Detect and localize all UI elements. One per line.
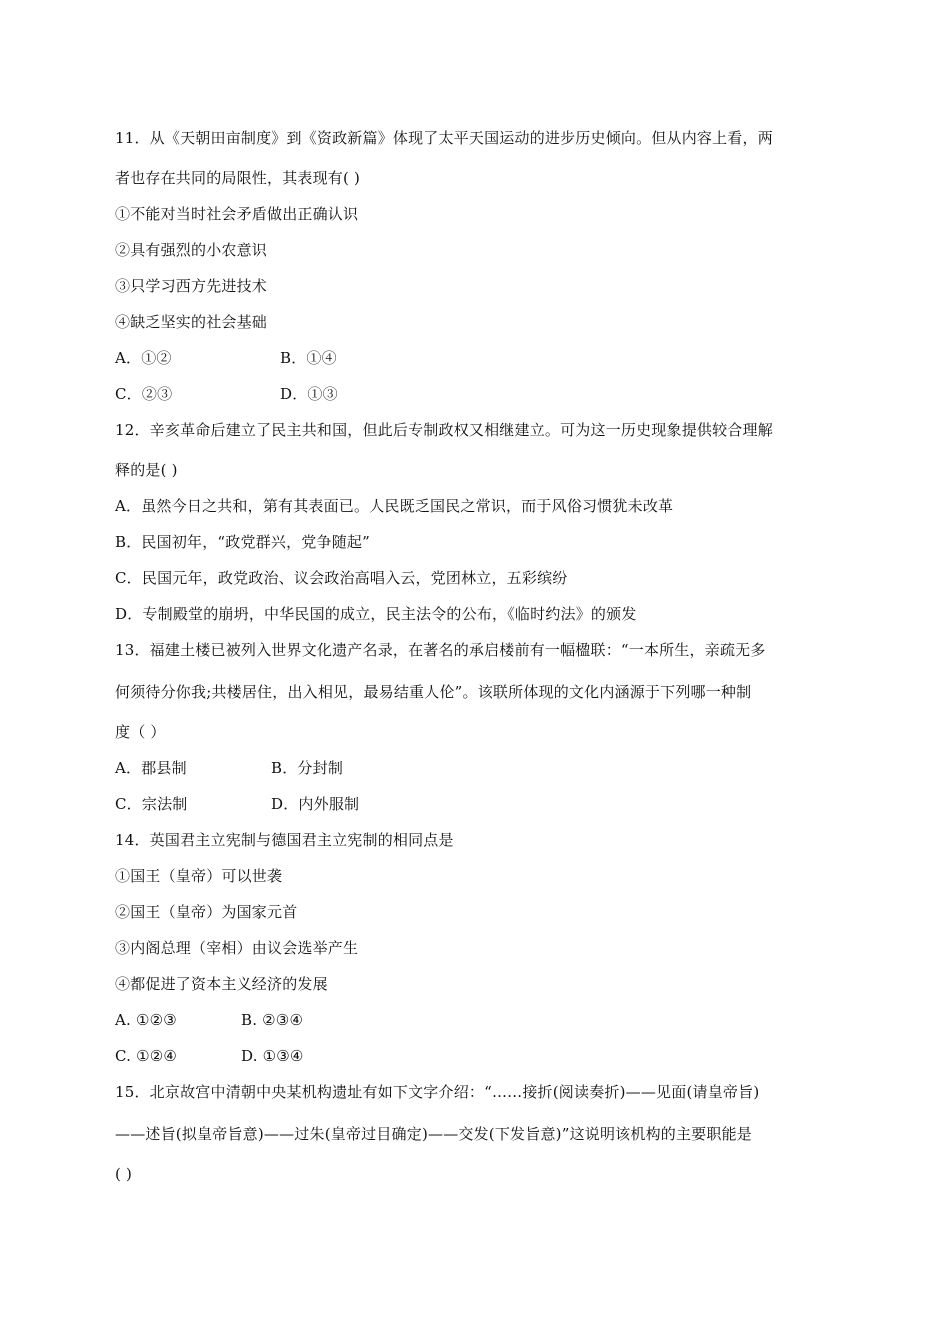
q14-option-b[interactable]: B. ②③④	[241, 1011, 304, 1029]
q13-option-c[interactable]: C．宗法制	[115, 795, 188, 813]
q14-option-c[interactable]: C. ①②④	[115, 1047, 178, 1065]
q13-options-row-1	[115, 758, 344, 778]
q11-item-2: ②具有强烈的小农意识	[115, 241, 268, 259]
q14-item-3: ③内阁总理（宰相）由议会选举产生	[115, 939, 359, 957]
q14-item-4: ④都促进了资本主义经济的发展	[115, 975, 328, 993]
q12-stem-line-1: 12．辛亥革命后建立了民主共和国，但此后专制政权又相继建立。可为这一历史现象提供较合理解	[115, 421, 773, 439]
q13-option-a[interactable]: A．郡县制	[115, 759, 187, 777]
q13-option-b[interactable]: B．分封制	[271, 759, 344, 777]
q11-option-d[interactable]: D．①③	[280, 385, 338, 403]
q12-option-a[interactable]: A．虽然今日之共和，第有其表面已。人民既乏国民之常识，而于风俗习惯犹未改革	[115, 497, 674, 515]
q11-option-c[interactable]: C．②③	[115, 385, 173, 403]
q11-options-row-1	[115, 348, 337, 368]
q14-item-2: ②国王（皇帝）为国家元首	[115, 903, 298, 921]
q14-options-row-2	[115, 1046, 304, 1066]
q11-stem-line-1: 11．从《天朝田亩制度》到《资政新篇》体现了太平天国运动的进步历史倾向。但从内容上看，两	[115, 129, 773, 147]
q13-stem-line-2: 何须待分你我;共楼居住，出入相见，最易结重人伦”。该联所体现的文化内涵源于下列哪一种制	[115, 683, 752, 701]
q11-item-4: ④缺乏坚实的社会基础	[115, 313, 268, 331]
q14-options-row-1	[115, 1010, 304, 1030]
q13-option-d[interactable]: D．内外服制	[271, 795, 360, 813]
q15-stem-line-3: ( )	[115, 1165, 133, 1183]
q12-option-b[interactable]: B．民国初年，“政党群兴，党争随起”	[115, 533, 370, 551]
q13-stem-line-1: 13．福建土楼已被列入世界文化遗产名录，在著名的承启楼前有一幅楹联：“一本所生，亲疏无多	[115, 641, 766, 659]
q15-stem-line-2: ——述旨(拟皇帝旨意)——过朱(皇帝过目确定)——交发(下发旨意)”这说明该机构的主要职能是	[115, 1125, 752, 1143]
q11-item-1: ①不能对当时社会矛盾做出正确认识	[115, 205, 359, 223]
q14-option-a[interactable]: A. ①②③	[115, 1011, 177, 1029]
q11-option-b[interactable]: B．①④	[280, 349, 337, 367]
q11-options-row-2	[115, 384, 338, 404]
q12-option-d[interactable]: D．专制殿堂的崩坍，中华民国的成立，民主法令的公布，《临时约法》的颁发	[115, 605, 637, 623]
q14-option-d[interactable]: D. ①③④	[241, 1047, 304, 1065]
q13-stem-line-3: 度（ ）	[115, 723, 166, 741]
q14-item-1: ①国王（皇帝）可以世袭	[115, 867, 283, 885]
q14-stem-line-1: 14．英国君主立宪制与德国君主立宪制的相同点是	[115, 831, 454, 849]
q12-option-c[interactable]: C．民国元年，政党政治、议会政治高唱入云，党团林立，五彩缤纷	[115, 569, 568, 587]
q11-item-3: ③只学习西方先进技术	[115, 277, 268, 295]
q11-option-a[interactable]: A．①②	[115, 349, 172, 367]
q11-stem-line-2: 者也存在共同的局限性，其表现有( )	[115, 169, 361, 187]
q15-stem-line-1: 15．北京故宫中清朝中央某机构遗址有如下文字介绍：“……接折(阅读奏折)——见面(请皇帝旨)	[115, 1083, 760, 1101]
q12-stem-line-2: 释的是( )	[115, 461, 178, 479]
q13-options-row-2	[115, 794, 360, 814]
